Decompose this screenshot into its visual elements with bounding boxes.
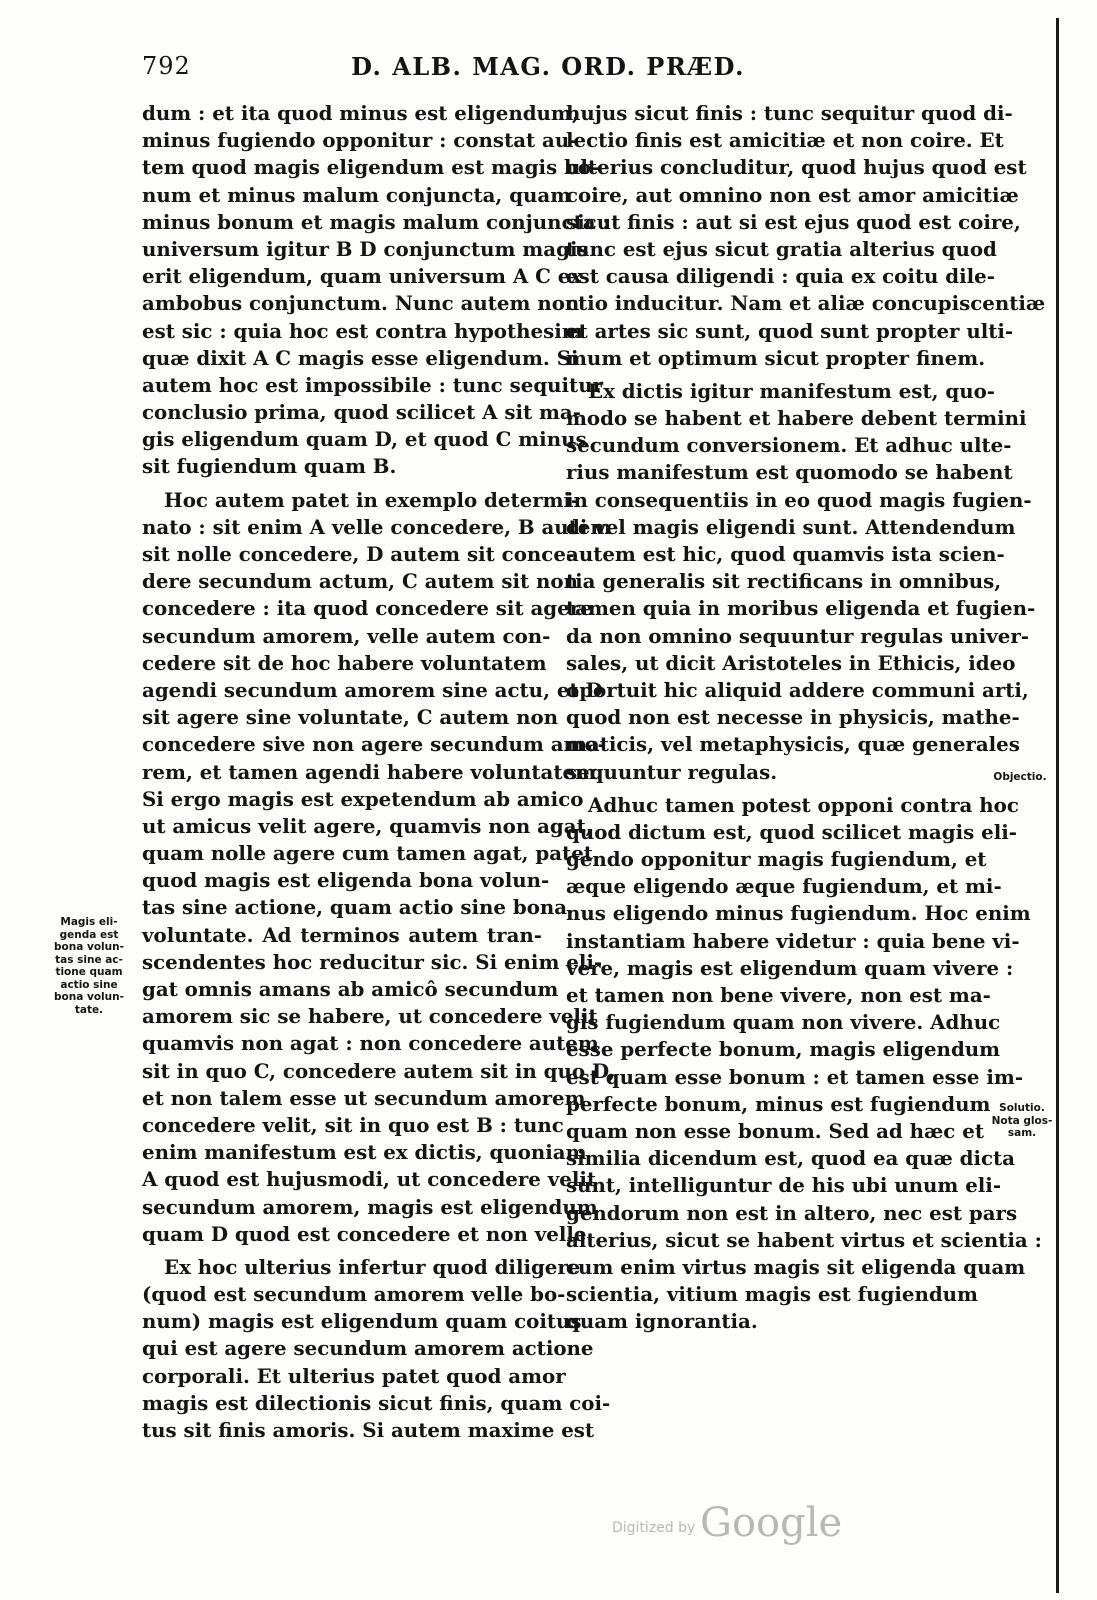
text-line: tus sit finis amoris. Si autem maxime est	[142, 1418, 595, 1442]
text-line: dum : et ita quod minus est eligendum,	[142, 101, 579, 125]
text-line: tem quod magis eligendum est magis bo-	[142, 155, 600, 180]
text-line: Ex hoc ulterius infertur quod diligere	[164, 1254, 581, 1279]
text-line: hujus sicut finis : tunc sequitur quod di-	[566, 101, 1013, 125]
text-line: nus eligendo minus fugiendum. Hoc enim	[566, 901, 1031, 926]
watermark-logo-text: Google	[700, 1500, 843, 1546]
text-line: quam ignorantia.	[566, 1309, 758, 1334]
page-number: 792	[142, 52, 191, 80]
text-line: Hoc autem patet in exemplo determi-	[164, 487, 580, 512]
text-line: voluntate. Ad terminos autem tran-	[142, 922, 542, 947]
text-line: gat omnis amans ab amicô secundum	[142, 977, 559, 1001]
text-line: secundum conversionem. Et adhuc ulte-	[566, 433, 1012, 458]
text-line: ctio inducitur. Nam et aliæ concupiscentiæ	[566, 291, 1046, 316]
text-line: sunt, intelliguntur de his ubi unum eli-	[566, 1173, 1002, 1198]
margin-note-magis-eligenda	[40, 916, 138, 1016]
text-line: quæ dixit A C magis esse eligendum. Si	[142, 345, 579, 370]
text-line: di vel magis eligendi sunt. Attendendum	[566, 514, 1016, 539]
text-line: concedere sive non agere secundum amo-	[142, 732, 606, 757]
text-line: quod non est necesse in physicis, mathe-	[566, 705, 1020, 730]
margin-note-line: Nota glos-	[991, 1114, 1053, 1127]
margin-note-line: genda est	[59, 928, 119, 941]
text-line: æque eligendo æque fugiendum, et mi-	[566, 874, 1002, 899]
margin-note-line: bona volun-	[54, 941, 124, 953]
text-line: perfecte bonum, minus est fugiendum	[566, 1091, 991, 1116]
margin-note-line: tione quam	[55, 966, 123, 978]
text-line: tia generalis sit rectificans in omnibus,	[566, 569, 1002, 594]
text-line: tamen quia in moribus eligenda et fugien-	[566, 596, 1036, 621]
text-line: corporali. Et ulterius patet quod amor	[142, 1363, 566, 1388]
text-line: A quod est hujusmodi, ut concedere velit	[142, 1167, 597, 1192]
text-line: vere, magis est eligendum quam vivere :	[566, 955, 1014, 980]
text-line: sit nolle concedere, D autem sit conce-	[142, 542, 575, 566]
watermark-small-text: Digitized by	[612, 1520, 696, 1536]
text-line: secundum amorem, magis est eligendum	[142, 1194, 598, 1219]
text-line: quamvis non agat : non concedere autem	[142, 1031, 599, 1056]
text-line: sit fugiendum quam B.	[142, 454, 397, 479]
text-line: gis fugiendum quam non vivere. Adhuc	[566, 1010, 1001, 1035]
text-line: sicut finis : aut si est ejus quod est coire,	[566, 209, 1021, 234]
text-line: scendentes hoc reducitur sic. Si enim eli-	[142, 949, 603, 974]
margin-note-line: tas sine ac-	[55, 953, 123, 966]
margin-note-line: tate.	[74, 1003, 104, 1016]
text-line: coire, aut omnino non est amor amicitiæ	[566, 182, 1019, 207]
margin-note-line: sam.	[1007, 1127, 1037, 1139]
margin-note-line: bona volun-	[54, 991, 124, 1003]
text-line: agendi secundum amorem sine actu, et D	[142, 677, 603, 702]
text-line: autem est hic, quod quamvis ista scien-	[566, 542, 1005, 566]
text-line: sequuntur regulas.	[566, 759, 778, 784]
text-line: et artes sic sunt, quod sunt propter ulti-	[566, 318, 1014, 343]
text-line: minus fugiendo opponitur : constat au-	[142, 128, 578, 153]
page-header	[132, 52, 964, 92]
text-line: concedere : ita quod concedere sit agere	[142, 596, 593, 621]
running-title: D. ALB. MAG. ORD. PRÆD.	[351, 52, 745, 81]
text-line: amorem sic se habere, ut concedere velit	[142, 1004, 598, 1029]
text-line: modo se habent et habere debent termini	[566, 406, 1027, 431]
text-line: num et minus malum conjuncta, quam	[142, 182, 572, 207]
text-line: gis eligendum quam D, et quod C minus	[142, 427, 587, 452]
text-line: conclusio prima, quod scilicet A sit ma-	[142, 400, 581, 425]
text-line: da non omnino sequuntur regulas univer-	[566, 623, 1029, 648]
text-line: ulterius concluditur, quod hujus quod est	[566, 155, 1027, 180]
text-line: magis est dilectionis sicut finis, quam coi-	[142, 1390, 611, 1415]
text-line: quod magis est eligenda bona volun-	[142, 868, 550, 893]
text-line: rem, et tamen agendi habere voluntatem.	[142, 759, 603, 784]
margin-note-line: Solutio.	[999, 1102, 1045, 1114]
text-line: cedere sit de hoc habere voluntatem	[142, 650, 547, 675]
text-line: erit eligendum, quam universum A C ex	[142, 264, 583, 289]
right-edge-rule	[1056, 18, 1059, 1593]
text-line: similia dicendum est, quod ea quæ dicta	[566, 1146, 1015, 1171]
text-line: sit in quo C, concedere autem sit in quo D,	[142, 1058, 616, 1083]
text-line: sales, ut dicit Aristoteles in Ethicis, ideo	[566, 650, 1016, 675]
text-line: instantiam habere videtur : quia bene vi-	[566, 928, 1020, 953]
text-line: quod dictum est, quod scilicet magis eli-	[566, 819, 1017, 844]
margin-note-objectio: Objectio.	[993, 771, 1047, 783]
margin-note-line: Magis eli-	[60, 916, 118, 928]
text-line: nato : sit enim A velle concedere, B autem	[142, 514, 612, 539]
text-line: ut amicus velit agere, quamvis non agat,	[142, 813, 593, 838]
text-line: tunc est ejus sicut gratia alterius quod	[566, 236, 997, 261]
margin-note-solutio	[976, 1102, 1068, 1140]
text-line: secundum amorem, velle autem con-	[142, 623, 551, 648]
text-line: scientia, vitium magis est fugiendum	[566, 1282, 978, 1307]
text-line: quam non esse bonum. Sed ad hæc et	[566, 1118, 984, 1143]
text-line: lectio finis est amicitiæ et non coire. Et	[566, 128, 1004, 153]
text-line: qui est agere secundum amorem actione	[142, 1336, 594, 1361]
text-line: ambobus conjunctum. Nunc autem non	[142, 291, 580, 316]
text-line: Ex dictis igitur manifestum est, quo-	[588, 378, 995, 403]
text-line: quam nolle agere cum tamen agat, patet	[142, 841, 593, 866]
text-line: Si ergo magis est expetendum ab amico	[142, 786, 584, 811]
text-line: num) magis est eligendum quam coitus	[142, 1309, 582, 1334]
text-line: esse perfecte bonum, magis eligendum	[566, 1037, 1001, 1062]
text-line: rius manifestum est quomodo se habent	[566, 460, 1013, 485]
text-line: dere secundum actum, C autem sit non	[142, 569, 578, 594]
text-line: Adhuc tamen potest opponi contra hoc	[588, 792, 1019, 817]
text-line: est sic : quia hoc est contra hypothesim	[142, 318, 583, 343]
text-line: universum igitur B D conjunctum magis	[142, 236, 589, 261]
text-line: mum et optimum sicut propter finem.	[566, 345, 986, 370]
text-line: tas sine actione, quam actio sine bona	[142, 895, 568, 920]
text-line: oportuit hic aliquid addere communi arti,	[566, 677, 1029, 702]
text-line: cum enim virtus magis sit eligenda quam	[566, 1254, 1026, 1279]
text-line: maticis, vel metaphysicis, quæ generales	[566, 732, 1020, 757]
text-line: gendorum non est in altero, nec est pars	[566, 1200, 1018, 1225]
text-line: in consequentiis in eo quod magis fugien-	[566, 487, 1032, 512]
text-line: enim manifestum est ex dictis, quoniam	[142, 1140, 587, 1165]
text-line: est causa diligendi : quia ex coitu dile-	[566, 264, 995, 289]
text-line: gendo opponitur magis fugiendum, et	[566, 847, 987, 872]
text-line: et non talem esse ut secundum amorem	[142, 1085, 586, 1110]
text-line: sit agere sine voluntate, C autem non	[142, 705, 559, 730]
text-line: quam D quod est concedere et non velle.	[142, 1221, 594, 1246]
text-line: minus bonum et magis malum conjuncta :	[142, 209, 610, 234]
text-line: est quam esse bonum : et tamen esse im-	[566, 1064, 1024, 1089]
margin-note-line: actio sine	[60, 978, 118, 991]
text-line: (quod est secundum amorem velle bo-	[142, 1282, 566, 1307]
left-column	[142, 100, 616, 1444]
text-line: et tamen non bene vivere, non est ma-	[566, 983, 991, 1007]
text-line: alterius, sicut se habent virtus et scientia :	[566, 1227, 1042, 1252]
text-line: autem hoc est impossibile : tunc sequitur	[142, 372, 603, 397]
text-line: concedere velit, sit in quo est B : tunc	[142, 1112, 564, 1137]
